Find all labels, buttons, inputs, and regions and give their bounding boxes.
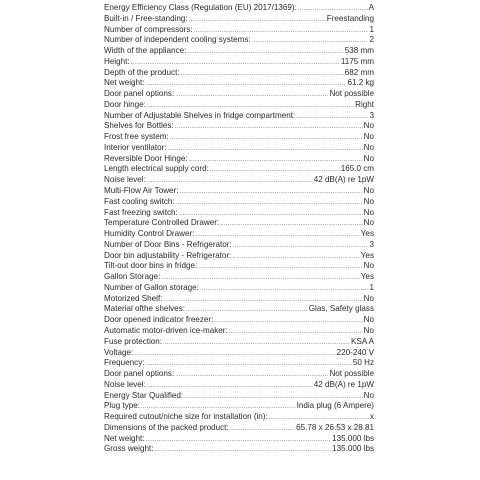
spec-value: Not possible — [329, 369, 374, 379]
spec-value: 538 mm — [344, 46, 374, 56]
spec-label: Fast freezing switch: — [104, 207, 178, 217]
dot-leader — [220, 219, 362, 230]
spec-value: 220-240 V — [336, 347, 374, 357]
spec-value: No — [363, 132, 374, 142]
spec-row — [104, 380, 374, 391]
spec-row — [104, 294, 374, 305]
spec-label: Number of Gallon storage: — [104, 282, 199, 292]
dot-leader — [175, 370, 328, 381]
spec-label: Multi-Flow Air Tower: — [104, 186, 179, 196]
spec-row — [104, 401, 374, 412]
dot-leader — [154, 445, 331, 456]
dot-leader — [175, 90, 328, 101]
spec-row — [104, 348, 374, 359]
spec-label: Humidity Control Drawer: — [104, 229, 195, 239]
spec-label: Width of the appliance: — [104, 46, 187, 56]
spec-value: No — [363, 153, 374, 163]
spec-label: Plug type: — [104, 401, 140, 411]
spec-label: Door bin adjustability - Refrigerator: — [104, 250, 232, 260]
dot-leader — [232, 252, 359, 263]
spec-label: Interior ventilator: — [104, 142, 167, 152]
spec-label: Energy Efficiency Class (Regulation (EU) 2017/1369): — [104, 3, 297, 12]
spec-value: No — [363, 325, 374, 335]
dot-leader — [189, 155, 363, 166]
spec-row — [104, 315, 374, 326]
spec-row — [104, 46, 374, 57]
dot-leader — [198, 262, 362, 273]
spec-value: 1 — [369, 24, 374, 34]
dot-leader — [175, 122, 363, 133]
spec-row — [104, 423, 374, 434]
spec-value: 135.000 lbs — [332, 444, 374, 454]
spec-label: Noise level: — [104, 175, 146, 185]
spec-value: Freestanding — [326, 13, 374, 23]
spec-value: No — [363, 218, 374, 228]
spec-label: Gross weight: — [104, 444, 154, 454]
spec-label: Built-in / Free-standing: — [104, 13, 188, 23]
spec-label: Temperature Controlled Drawer: — [104, 218, 220, 228]
spec-row — [104, 197, 374, 208]
spec-value: Glas, Safety glass — [308, 304, 374, 314]
dot-leader — [214, 316, 362, 327]
spec-value: 2 — [369, 35, 374, 45]
spec-value: Yes — [360, 250, 374, 260]
spec-row — [104, 261, 374, 272]
spec-value: 3 — [369, 239, 374, 249]
spec-value: No — [363, 186, 374, 196]
spec-value: No — [363, 207, 374, 217]
spec-label: Noise level: — [104, 379, 146, 389]
spec-row — [104, 89, 374, 100]
dot-leader — [180, 187, 363, 198]
spec-value: Yes — [360, 229, 374, 239]
spec-value: 42 dB(A) re 1pW — [313, 175, 374, 185]
spec-row — [104, 68, 374, 79]
spec-label: Height: — [104, 56, 130, 66]
spec-row — [104, 111, 374, 122]
spec-value: 1 — [369, 282, 374, 292]
spec-label: Number of Door Bins - Refrigerator: — [104, 239, 232, 249]
spec-label: Door hinge: — [104, 99, 146, 109]
spec-label: Dimensions of the packed product: — [104, 422, 229, 432]
dot-leader — [200, 284, 369, 295]
spec-row — [104, 283, 374, 294]
spec-row — [104, 100, 374, 111]
spec-value: No — [363, 121, 374, 131]
spec-row — [104, 78, 374, 89]
spec-label: Required cutout/niche size for installation (in): — [104, 412, 268, 422]
spec-row — [104, 434, 374, 445]
spec-row — [104, 132, 374, 143]
spec-sheet — [104, 3, 374, 455]
spec-label: Door panel options: — [104, 89, 175, 99]
dot-leader — [296, 112, 368, 123]
dot-leader — [146, 359, 352, 370]
dot-leader — [170, 133, 363, 144]
spec-value: A — [368, 3, 374, 12]
dot-leader — [163, 338, 350, 349]
spec-row — [104, 304, 374, 315]
spec-value: No — [363, 261, 374, 271]
spec-value: 61.2 kg — [347, 78, 374, 88]
dot-leader — [168, 144, 363, 155]
dot-leader — [176, 198, 363, 209]
spec-row — [104, 143, 374, 154]
spec-label: Shelves for Bottles: — [104, 121, 174, 131]
spec-row — [104, 14, 374, 25]
spec-row — [104, 444, 374, 455]
spec-value: 65.78 x 26.53 x 28.81 — [296, 422, 374, 432]
spec-value: No — [363, 196, 374, 206]
spec-row — [104, 272, 374, 283]
spec-value: No — [363, 142, 374, 152]
spec-value: No — [363, 390, 374, 400]
spec-value: Not possible — [329, 89, 374, 99]
spec-value: Yes — [360, 272, 374, 282]
spec-label: Net weight: — [104, 433, 145, 443]
spec-label: Material ofthe shelves: — [104, 304, 185, 314]
spec-row — [104, 229, 374, 240]
spec-row — [104, 186, 374, 197]
spec-label: Number of Adjustable Shelves in fridge compartment: — [104, 110, 296, 120]
spec-value: 135.000 lbs — [332, 433, 374, 443]
dot-leader — [233, 241, 369, 252]
spec-row — [104, 121, 374, 132]
spec-label: Frequency: — [104, 358, 145, 368]
spec-label: Tilt-out door bins in fridge: — [104, 261, 198, 271]
spec-row — [104, 57, 374, 68]
spec-row — [104, 337, 374, 348]
spec-row — [104, 218, 374, 229]
dot-leader — [229, 327, 363, 338]
spec-label: Reversible Door Hinge: — [104, 153, 188, 163]
spec-label: Depth of the product: — [104, 67, 180, 77]
dot-leader — [189, 15, 326, 26]
spec-row — [104, 25, 374, 36]
spec-value: 50 Hz — [352, 358, 374, 368]
spec-value: 1175 mm — [340, 56, 374, 66]
spec-row — [104, 412, 374, 423]
spec-label: Motorized Shelf: — [104, 293, 163, 303]
spec-row — [104, 369, 374, 380]
spec-value: No — [363, 315, 374, 325]
spec-value: 3 — [369, 110, 374, 120]
spec-row — [104, 208, 374, 219]
dot-leader — [146, 79, 347, 90]
spec-label: Fast cooling switch: — [104, 196, 175, 206]
spec-label: Automatic motor-driven ice-maker: — [104, 325, 228, 335]
spec-label: Number of compressors: — [104, 24, 193, 34]
spec-row — [104, 175, 374, 186]
spec-label: Gallon Storage: — [104, 272, 161, 282]
spec-row — [104, 326, 374, 337]
spec-value: Right — [355, 99, 374, 109]
spec-row — [104, 154, 374, 165]
dot-leader — [134, 349, 335, 360]
spec-label: Voltage: — [104, 347, 134, 357]
spec-label: Length electrical supply cord: — [104, 164, 209, 174]
spec-label: Number of independent cooling systems: — [104, 35, 251, 45]
dot-leader — [230, 424, 296, 435]
spec-value: 165.0 cm — [340, 164, 374, 174]
spec-label: Door opened indicator freezer: — [104, 315, 214, 325]
dot-leader — [146, 435, 332, 446]
spec-row — [104, 251, 374, 262]
spec-label: Net weight: — [104, 78, 145, 88]
spec-row — [104, 164, 374, 175]
dot-leader — [187, 47, 343, 58]
spec-row — [104, 240, 374, 251]
spec-row — [104, 3, 374, 14]
spec-value: India plug (6 Ampere) — [296, 401, 374, 411]
spec-row — [104, 391, 374, 402]
spec-row — [104, 358, 374, 369]
spec-value: No — [363, 293, 374, 303]
spec-row — [104, 35, 374, 46]
spec-value: 682 mm — [344, 67, 374, 77]
spec-value: 42 dB(A) re 1pW — [313, 379, 374, 389]
dot-leader — [181, 69, 344, 80]
spec-value: x — [369, 412, 374, 422]
spec-label: Fuse protection: — [104, 336, 163, 346]
spec-label: Door panel options: — [104, 369, 175, 379]
spec-value: KSA A — [351, 336, 374, 346]
spec-label: Frost free system: — [104, 132, 169, 142]
spec-label: Energy Star Qualified: — [104, 390, 184, 400]
